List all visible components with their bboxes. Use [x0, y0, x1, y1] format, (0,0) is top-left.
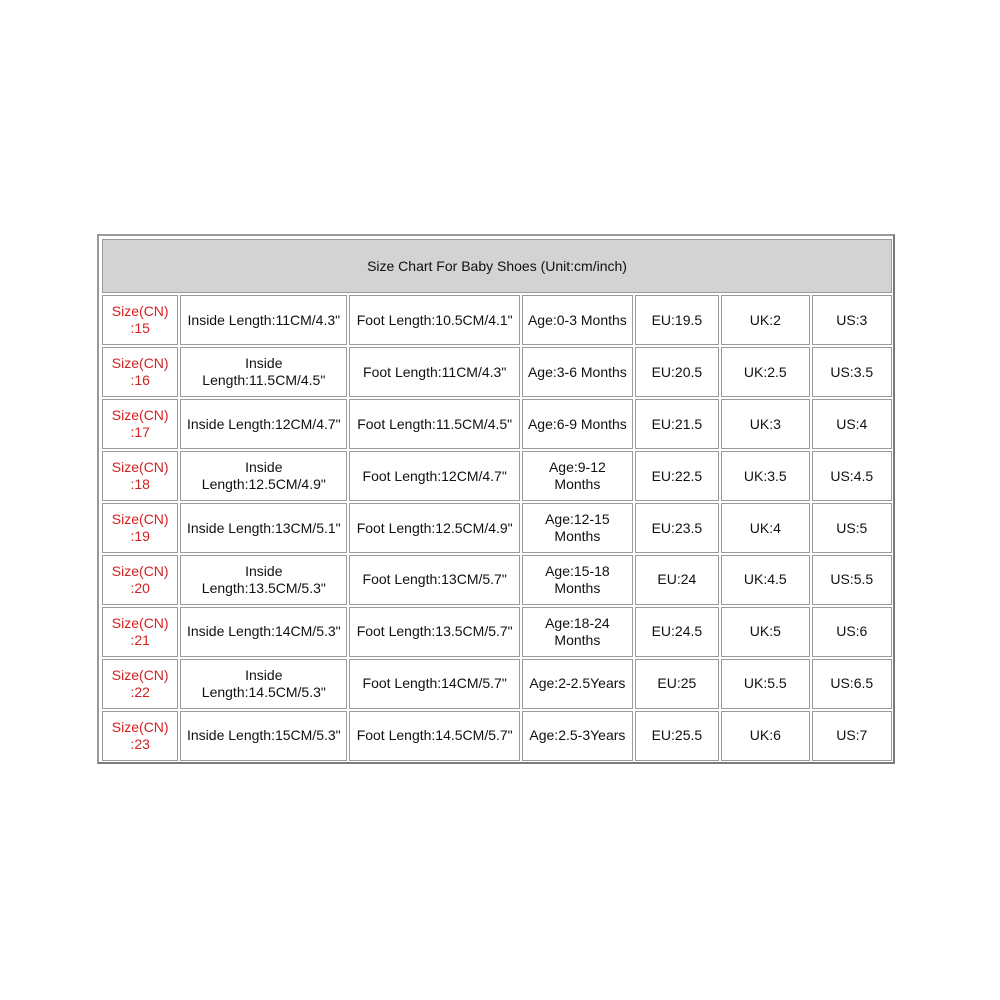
inside-length-cell-line: Length:12.5CM/4.9"	[201, 476, 326, 493]
size-cn-cell-line: Size(CN)	[111, 303, 169, 320]
foot-length-cell	[349, 451, 520, 501]
us-size-cell: US:6	[812, 607, 892, 657]
us-size-cell: US:4.5	[812, 451, 892, 501]
age-cell-line: Age:3-6 Months	[527, 363, 627, 380]
inside-length-cell	[180, 347, 347, 397]
inside-length-cell	[180, 295, 347, 345]
size-cn-cell-line: Size(CN)	[111, 666, 169, 683]
uk-size-cell: UK:5.5	[721, 659, 809, 709]
uk-size-cell: UK:5	[721, 607, 809, 657]
us-size-cell: US:6.5	[812, 659, 892, 709]
table-row	[102, 659, 892, 709]
uk-size-cell: UK:4	[721, 503, 809, 553]
inside-length-cell	[180, 607, 347, 657]
size-cn-cell-line: :15	[130, 320, 150, 337]
eu-size-cell: EU:22.5	[635, 451, 719, 501]
inside-length-cell-line: Inside Length:12CM/4.7"	[187, 415, 341, 432]
eu-size-cell: EU:23.5	[635, 503, 719, 553]
size-cn-cell	[102, 451, 178, 501]
age-cell	[522, 295, 633, 345]
foot-length-cell-line: Foot Length:10.5CM/4.1"	[356, 311, 513, 328]
uk-size-cell: UK:3	[721, 399, 809, 449]
table-row	[102, 607, 892, 657]
inside-length-cell	[180, 659, 347, 709]
foot-length-cell	[349, 295, 520, 345]
table-row	[102, 555, 892, 605]
inside-length-cell-line: Length:11.5CM/4.5"	[202, 372, 326, 389]
uk-size-cell: UK:3.5	[721, 451, 809, 501]
size-cn-cell	[102, 503, 178, 553]
foot-length-cell-line: Foot Length:14CM/5.7"	[362, 675, 507, 692]
foot-length-cell-line: Foot Length:13.5CM/5.7"	[356, 623, 513, 640]
age-cell-line: Age:9-12	[548, 459, 606, 476]
size-cn-cell	[102, 295, 178, 345]
size-cn-cell-line: Size(CN)	[111, 718, 169, 735]
inside-length-cell	[180, 451, 347, 501]
size-cn-cell-line: :21	[130, 631, 150, 648]
foot-length-cell-line: Foot Length:14.5CM/5.7"	[356, 727, 513, 744]
age-cell-line: Age:15-18	[545, 562, 610, 579]
size-cn-cell-line: :20	[130, 579, 150, 596]
table-row	[102, 295, 892, 345]
size-cn-cell-line: Size(CN)	[111, 511, 169, 527]
us-size-cell: US:7	[812, 711, 892, 761]
eu-size-cell: EU:24	[635, 555, 719, 605]
eu-size-cell: EU:21.5	[635, 399, 719, 449]
age-cell-line: Months	[554, 579, 601, 596]
inside-length-cell-line: Length:14.5CM/5.3"	[201, 683, 326, 700]
table-caption: Size Chart For Baby Shoes (Unit:cm/inch)	[102, 239, 892, 293]
foot-length-cell-line: Foot Length:12CM/4.7"	[362, 467, 507, 484]
age-cell	[522, 607, 633, 657]
table-row	[102, 451, 892, 501]
size-chart-table	[100, 237, 894, 763]
inside-length-cell-line: Inside Length:11CM/4.3"	[187, 311, 341, 328]
size-cn-cell-line: :16	[130, 372, 150, 389]
size-cn-cell-line: Size(CN)	[111, 614, 169, 631]
size-cn-cell-line: :19	[130, 528, 150, 544]
age-cell-line: Months	[554, 631, 601, 648]
age-cell-line: Age:2.5-3Years	[529, 727, 626, 744]
eu-size-cell: EU:20.5	[635, 347, 719, 397]
size-cn-cell-line: :22	[130, 683, 150, 700]
eu-size-cell: EU:24.5	[635, 607, 719, 657]
age-cell	[522, 347, 633, 397]
size-cn-cell	[102, 659, 178, 709]
size-cn-cell-line: Size(CN)	[111, 407, 169, 424]
foot-length-cell-line: Foot Length:11.5CM/4.5"	[357, 415, 513, 432]
inside-length-cell-line: Inside	[245, 666, 283, 683]
size-cn-cell-line: :18	[130, 476, 150, 493]
inside-length-cell	[180, 711, 347, 761]
foot-length-cell	[349, 711, 520, 761]
age-cell-line: Age:12-15	[545, 511, 610, 527]
inside-length-cell	[180, 399, 347, 449]
caption-row	[102, 239, 892, 293]
age-cell	[522, 555, 633, 605]
size-cn-cell-line: Size(CN)	[111, 355, 169, 372]
size-cn-cell	[102, 347, 178, 397]
age-cell	[522, 503, 633, 553]
age-cell-line: Age:0-3 Months	[527, 311, 627, 328]
eu-size-cell: EU:19.5	[635, 295, 719, 345]
size-cn-cell	[102, 555, 178, 605]
inside-length-cell	[180, 503, 347, 553]
table-row	[102, 711, 892, 761]
age-cell-line: Age:18-24	[545, 614, 610, 631]
eu-size-cell: EU:25	[635, 659, 719, 709]
foot-length-cell	[349, 399, 520, 449]
foot-length-cell-line: Foot Length:12.5CM/4.9"	[356, 519, 513, 536]
size-cn-cell-line: :17	[130, 424, 150, 441]
foot-length-cell	[349, 347, 520, 397]
us-size-cell: US:5.5	[812, 555, 892, 605]
uk-size-cell: UK:2	[721, 295, 809, 345]
foot-length-cell	[349, 503, 520, 553]
inside-length-cell-line: Inside Length:13CM/5.1"	[187, 519, 341, 536]
age-cell-line: Age:6-9 Months	[527, 415, 627, 432]
eu-size-cell: EU:25.5	[635, 711, 719, 761]
inside-length-cell-line: Inside	[245, 562, 283, 579]
foot-length-cell	[349, 555, 520, 605]
inside-length-cell-line: Length:13.5CM/5.3"	[201, 579, 326, 596]
inside-length-cell-line: Inside Length:15CM/5.3"	[187, 727, 341, 744]
foot-length-cell-line: Foot Length:11CM/4.3"	[363, 363, 507, 380]
age-cell-line: Months	[554, 528, 601, 544]
size-chart-frame	[97, 234, 895, 764]
size-cn-cell	[102, 711, 178, 761]
table-row	[102, 503, 892, 553]
inside-length-cell	[180, 555, 347, 605]
foot-length-cell-line: Foot Length:13CM/5.7"	[362, 571, 507, 588]
age-cell	[522, 399, 633, 449]
us-size-cell: US:3	[812, 295, 892, 345]
size-cn-cell	[102, 607, 178, 657]
age-cell-line: Months	[554, 476, 601, 493]
size-cn-cell	[102, 399, 178, 449]
age-cell	[522, 659, 633, 709]
age-cell	[522, 711, 633, 761]
foot-length-cell	[349, 607, 520, 657]
foot-length-cell	[349, 659, 520, 709]
size-cn-cell-line: Size(CN)	[111, 562, 169, 579]
table-row	[102, 399, 892, 449]
uk-size-cell: UK:2.5	[721, 347, 809, 397]
us-size-cell: US:4	[812, 399, 892, 449]
size-cn-cell-line: :23	[130, 735, 150, 752]
us-size-cell: US:3.5	[812, 347, 892, 397]
age-cell	[522, 451, 633, 501]
uk-size-cell: UK:4.5	[721, 555, 809, 605]
size-cn-cell-line: Size(CN)	[111, 459, 169, 476]
inside-length-cell-line: Inside	[245, 459, 283, 476]
us-size-cell: US:5	[812, 503, 892, 553]
inside-length-cell-line: Inside	[245, 355, 283, 372]
age-cell-line: Age:2-2.5Years	[529, 675, 626, 692]
inside-length-cell-line: Inside Length:14CM/5.3"	[187, 623, 341, 640]
table-row	[102, 347, 892, 397]
uk-size-cell: UK:6	[721, 711, 809, 761]
